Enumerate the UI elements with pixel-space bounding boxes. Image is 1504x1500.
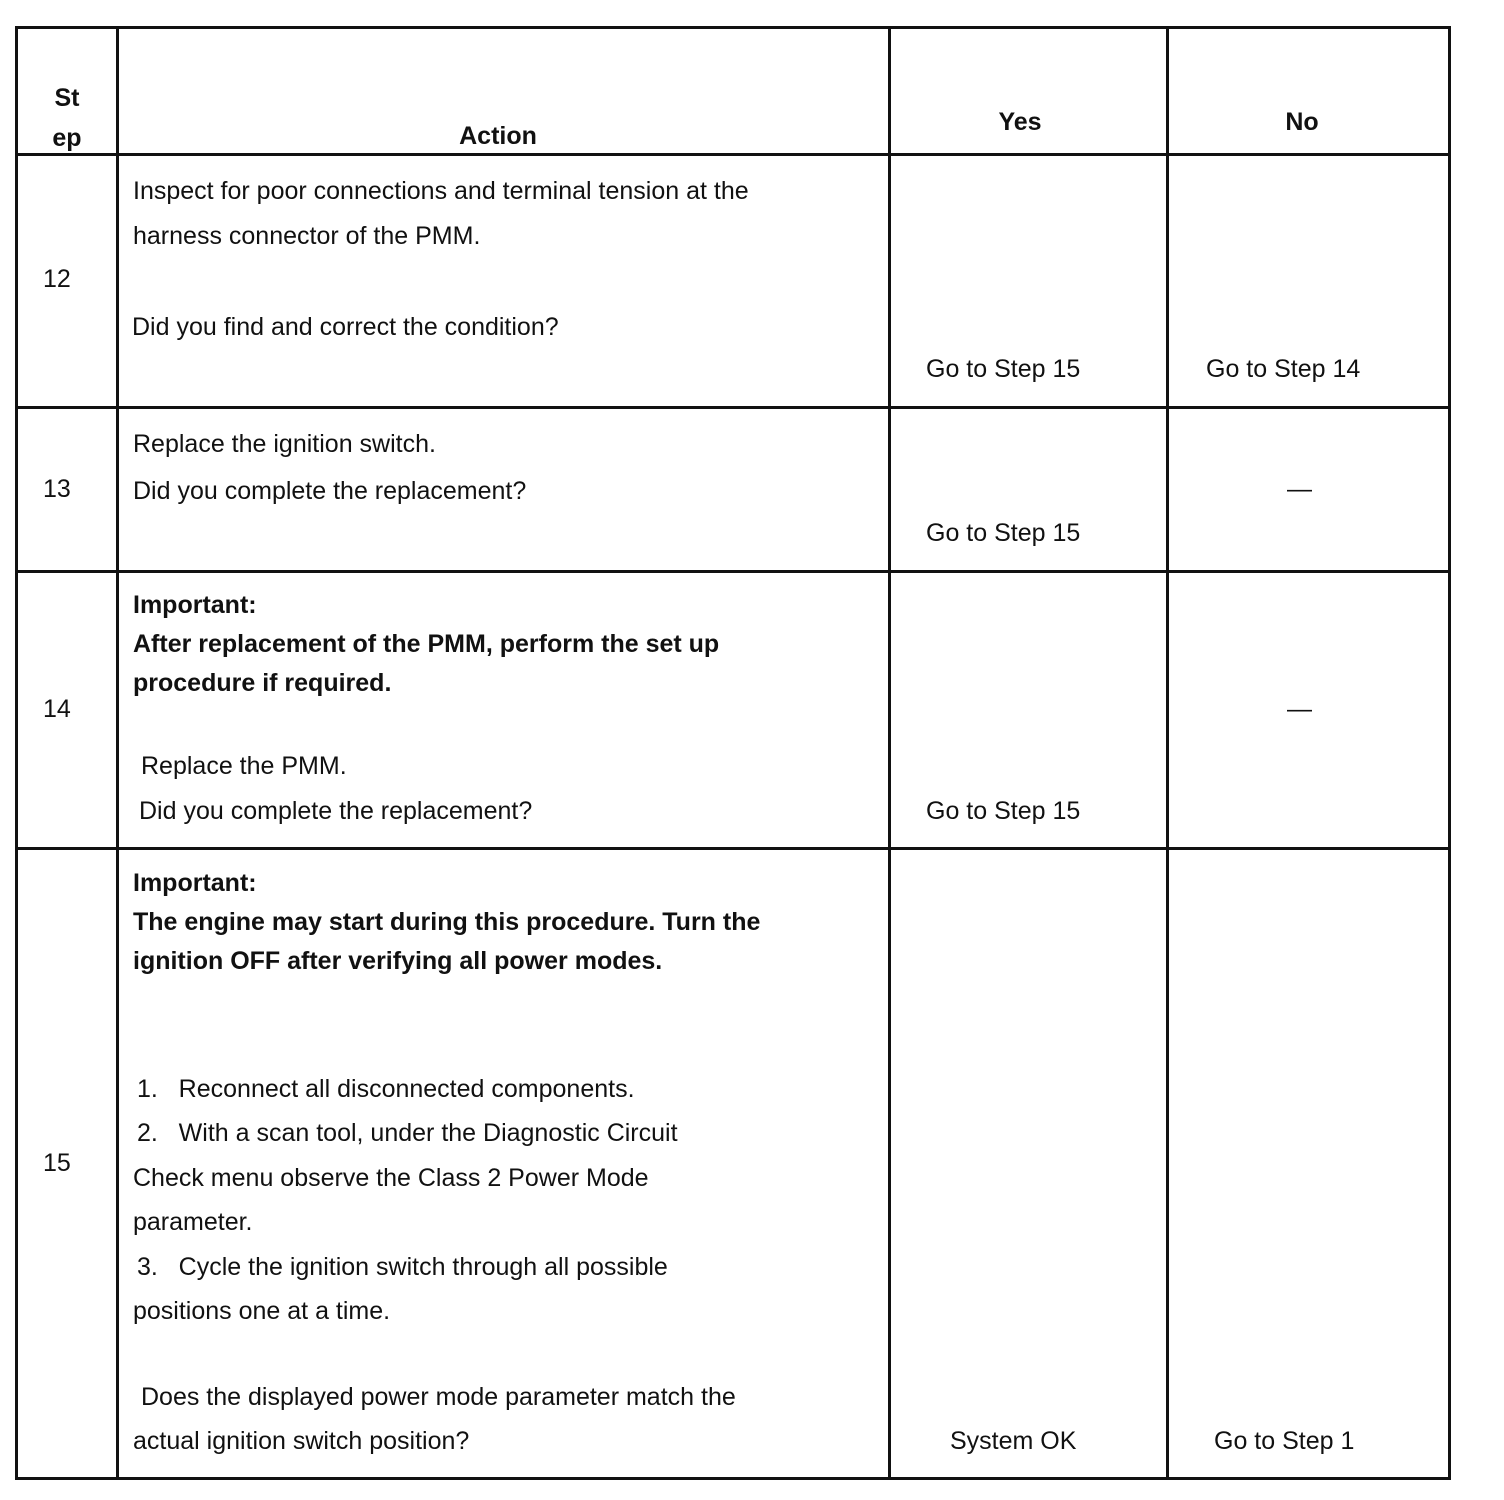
step-number: 14 bbox=[43, 695, 71, 723]
no-result: — bbox=[1287, 695, 1312, 723]
diagnostic-table bbox=[15, 26, 1451, 1480]
table-border-top bbox=[15, 26, 1451, 29]
numbered-step: 3. Cycle the ignition switch through all possible bbox=[137, 1253, 668, 1281]
action-text: positions one at a time. bbox=[133, 1297, 391, 1325]
header-step-line1: St bbox=[54, 84, 80, 112]
no-result: Go to Step 14 bbox=[1206, 355, 1361, 383]
action-text: harness connector of the PMM. bbox=[133, 222, 481, 250]
action-question: Does the displayed power mode parameter match the bbox=[141, 1383, 736, 1411]
important-text: ignition OFF after verifying all power modes. bbox=[133, 947, 663, 975]
column-divider-yes bbox=[1166, 26, 1169, 1480]
action-question: actual ignition switch position? bbox=[133, 1427, 470, 1455]
action-question: Did you find and correct the condition? bbox=[132, 313, 559, 341]
column-divider-action bbox=[888, 26, 891, 1480]
step-number: 15 bbox=[43, 1149, 71, 1177]
step-number: 12 bbox=[43, 265, 71, 293]
action-text: Replace the PMM. bbox=[141, 752, 347, 780]
action-question: Did you complete the replacement? bbox=[133, 477, 527, 505]
column-divider-step bbox=[116, 26, 119, 1480]
header-yes: Yes bbox=[998, 108, 1042, 136]
action-text: Inspect for poor connections and terminal tension at the bbox=[133, 177, 749, 205]
important-label: Important: bbox=[133, 869, 257, 897]
yes-result: Go to Step 15 bbox=[926, 797, 1081, 825]
action-text: parameter. bbox=[133, 1208, 253, 1236]
important-text: After replacement of the PMM, perform the set up bbox=[133, 630, 720, 658]
important-text: The engine may start during this procedure. Turn the bbox=[133, 908, 761, 936]
important-text: procedure if required. bbox=[133, 669, 392, 697]
header-divider bbox=[15, 153, 1451, 156]
row-divider-14 bbox=[15, 847, 1451, 850]
numbered-step: 2. With a scan tool, under the Diagnostic Circuit bbox=[137, 1119, 678, 1147]
table-border-bottom bbox=[15, 1477, 1451, 1480]
important-label: Important: bbox=[133, 591, 257, 619]
header-step-line2: ep bbox=[52, 124, 82, 152]
row-divider-13 bbox=[15, 570, 1451, 573]
header-action: Action bbox=[459, 122, 537, 150]
yes-result: Go to Step 15 bbox=[926, 355, 1081, 383]
action-text: Replace the ignition switch. bbox=[133, 430, 436, 458]
action-question: Did you complete the replacement? bbox=[139, 797, 533, 825]
step-number: 13 bbox=[43, 475, 71, 503]
yes-result: Go to Step 15 bbox=[926, 519, 1081, 547]
action-text: Check menu observe the Class 2 Power Mode bbox=[133, 1164, 649, 1192]
header-no: No bbox=[1285, 108, 1319, 136]
no-result: Go to Step 1 bbox=[1214, 1427, 1355, 1455]
row-divider-12 bbox=[15, 406, 1451, 409]
no-result: — bbox=[1287, 475, 1312, 503]
yes-result: System OK bbox=[950, 1427, 1077, 1455]
numbered-step: 1. Reconnect all disconnected components. bbox=[137, 1075, 635, 1103]
table-border-right bbox=[1448, 26, 1451, 1480]
table-border-left bbox=[15, 26, 18, 1480]
